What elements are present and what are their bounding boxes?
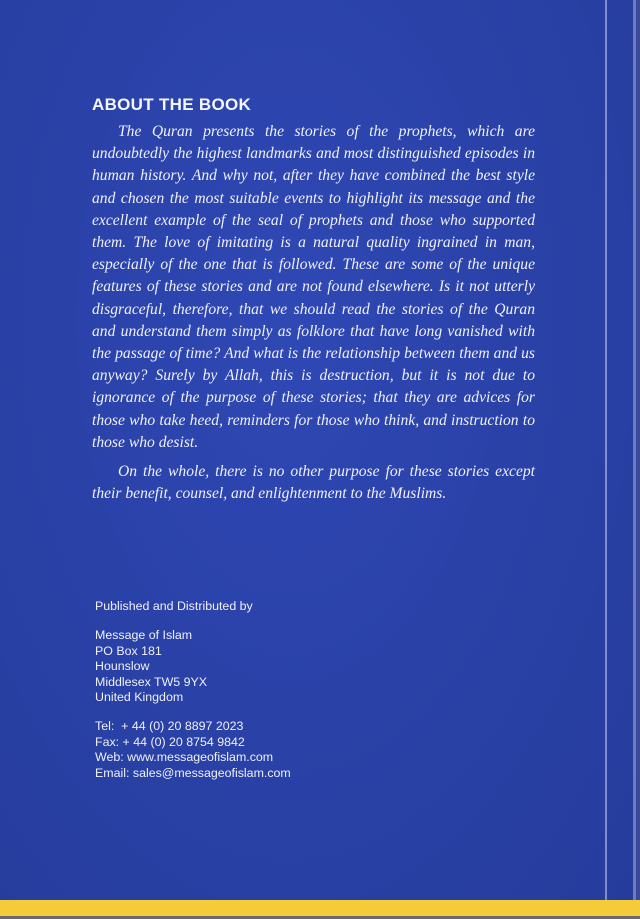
address-line-city: Hounslow [95,659,150,674]
address-line-county-postcode: Middlesex TW5 9YX [95,674,208,689]
about-paragraph-1: The Quran presents the stories of the prophets, which are undoubtedly the highest landmarks and most distinguished episodes in human history. And why not, after they have combined the best style and chosen the most suitable events to highlight its message and the excellent example of the seal of prophets and those who supported them. The love of imitating is a natural quality ingrained in man, especially of the one that is followed. These are some of the unique features of these stories and are not found elsewhere. Is it not utterly disgraceful, therefore, that we should read the stories of the Quran and understand them simply as folklore that have long vanished with the passage of time? And what is the relationship between them and us anyway? Surely by Allah, this is destruction, but it is not due to ignorance of the purpose of these stories; that they are advices for those who take heed, reminders for those who think, and instruction to those who desist. [92,123,535,451]
address-line-po-box: PO Box 181 [95,643,162,658]
about-body [92,121,535,512]
publisher-name: Message of Islam [95,628,193,643]
spine-crease-line [605,0,607,919]
address-line-country: United Kingdom [95,690,184,705]
contact-email: Email: sales@messageofislam.com [95,765,291,780]
publisher-block [95,599,291,781]
contact-tel: Tel: + 44 (0) 20 8897 2023 [95,719,244,734]
contact-web: Web: www.messageofislam.com [95,750,274,765]
contact-fax: Fax: + 44 (0) 20 8754 9842 [95,734,245,749]
spine-edge [636,0,640,919]
about-paragraph-2: On the whole, there is no other purpose for these stories except their benefit, counsel, and enlightenment to the Muslims. [92,463,535,503]
about-heading: ABOUT THE BOOK [92,95,252,114]
publisher-label: Published and Distributed by [95,599,253,613]
yellow-accent-strip [0,900,640,916]
